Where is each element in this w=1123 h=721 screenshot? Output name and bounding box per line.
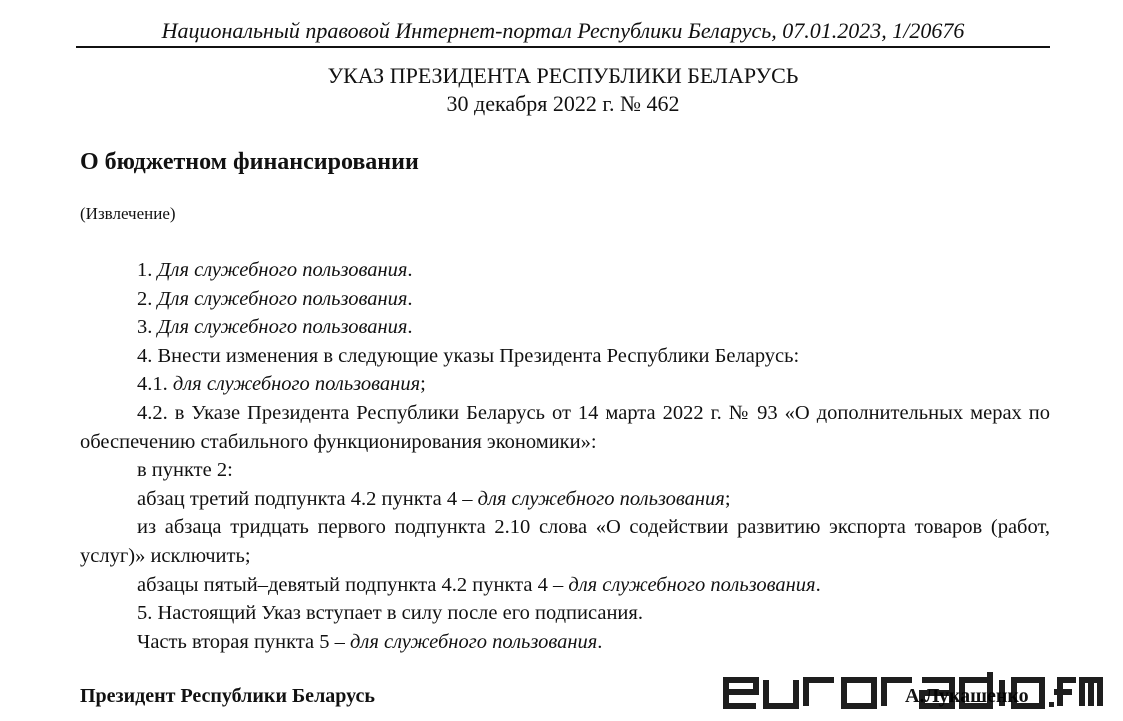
decree-date-number: 30 декабря 2022 г. № 462 [446, 91, 680, 116]
paragraph-number: 2. [137, 287, 153, 310]
decree-body [80, 256, 1050, 656]
classified-text: для служебного пользования [172, 373, 421, 396]
classified-text: Для служебного пользования [157, 259, 408, 281]
extract-note: (Извлечение) [80, 204, 176, 223]
decree-title: УКАЗ ПРЕЗИДЕНТА РЕСПУБЛИКИ БЕЛАРУСЬ [327, 63, 799, 88]
signatory-name: А.Лукашенко [905, 685, 1029, 707]
paragraph-number: 3. [137, 316, 153, 339]
paragraph-number: 4.1. [137, 373, 168, 396]
header-divider [76, 46, 1050, 48]
paragraph-number: 1. [137, 259, 153, 281]
paragraph-4-2: 4.2. в Указе Президента Республики Беларусь от 14 марта 2022 г. № 93 «О дополнительных мерах по обеспечению стабильного функционирования экономики»: [80, 401, 1050, 453]
paragraph-punkt-2: в пункте 2: [137, 459, 233, 482]
classified-text: для служебного пользования [568, 573, 816, 596]
paragraph-4: 4. Внести изменения в следующие указы Президента Республики Беларусь: [137, 344, 800, 367]
amendment-lead: абзацы пятый–девятый подпункта 4.2 пункта 4 – [137, 573, 564, 596]
paragraph-3: 3. Для служебного пользования. [137, 316, 413, 339]
document-heading: О бюджетном финансировании [80, 149, 419, 175]
classified-text: Для служебного пользования [157, 316, 408, 339]
signatory-title: Президент Республики Беларусь [80, 685, 375, 707]
paragraph-part-2: Часть вторая пункта 5 – для служебного пользования. [137, 630, 603, 653]
decree-title-block [76, 62, 1050, 118]
classified-text: для служебного пользования [477, 487, 725, 510]
euroradio-watermark-logo [722, 672, 1104, 712]
paragraph-1: 1. Для служебного пользования. [137, 259, 413, 281]
paragraph-abzac-31: из абзаца тридцать первого подпункта 2.10 слова «О содействии развитию экспорта товаров (работ, услуг)» исключить; [80, 516, 1050, 567]
paragraph-5: 5. Настоящий Указ вступает в силу после его подписания. [137, 602, 643, 625]
paragraph-abzac-5-9: абзацы пятый–девятый подпункта 4.2 пункта 4 – для служебного пользования. [137, 573, 821, 596]
classified-text: Для служебного пользования [157, 287, 408, 310]
paragraph-4-1: 4.1. для служебного пользования; [137, 373, 426, 396]
amendment-lead: абзац третий подпункта 4.2 пункта 4 – [137, 487, 473, 510]
classified-text: для служебного пользования [350, 630, 598, 653]
publication-source-line: Национальный правовой Интернет-портал Республики Беларусь, 07.01.2023, 1/20676 [161, 18, 965, 43]
amendment-lead: Часть вторая пункта 5 – [137, 630, 345, 653]
paragraph-abzac-3: абзац третий подпункта 4.2 пункта 4 – для служебного пользования; [137, 487, 731, 510]
paragraph-2: 2. Для служебного пользования. [137, 287, 413, 310]
